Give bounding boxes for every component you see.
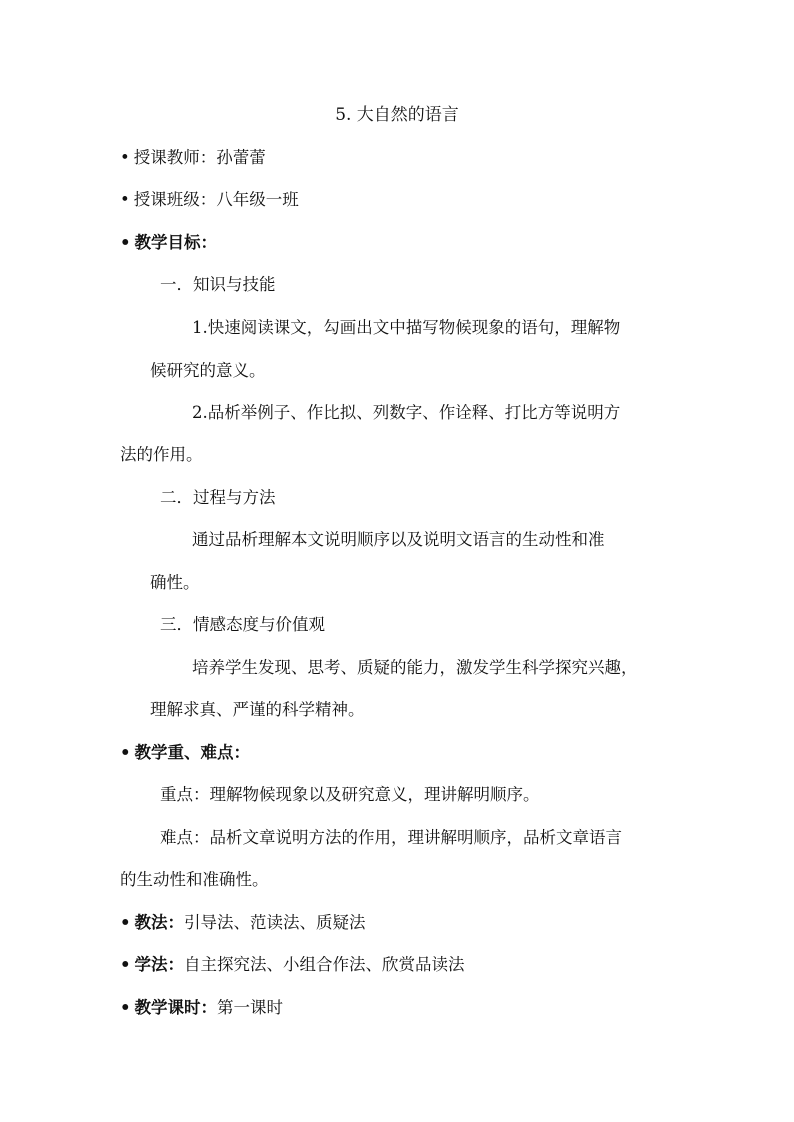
bullet: • <box>120 190 130 209</box>
page-title: 5. 大自然的语言 <box>335 105 459 125</box>
class-label: 授课班级： <box>133 190 217 209</box>
values-para-line2: 理解求真、严谨的科学精神。 <box>150 700 365 719</box>
class-line <box>120 190 299 210</box>
knowledge-para1-line2: 候研究的意义。 <box>150 361 266 380</box>
section-values-title: 三．情感态度与价值观 <box>160 615 325 634</box>
teaching-method-label: 教法： <box>134 913 185 932</box>
teaching-hours-value: 第一课时 <box>217 998 284 1017</box>
teacher-line <box>120 148 266 168</box>
process-para-line1: 通过品析理解本文说明顺序以及说明文语言的生动性和准 <box>192 530 605 549</box>
study-method-value: 自主探究法、小组合作法、欣赏品读法 <box>184 955 465 974</box>
values-para-line1: 培养学生发现、思考、质疑的能力，激发学生科学探究兴趣， <box>192 658 638 677</box>
objectives-heading-text: 教学目标： <box>134 233 218 252</box>
bullet: • <box>120 233 131 252</box>
teaching-hours-label: 教学课时： <box>134 998 218 1017</box>
class-value: 八年级一班 <box>216 190 299 209</box>
bullet: • <box>120 913 131 932</box>
study-method-line <box>120 955 465 975</box>
keypoints-heading-text: 教学重、难点： <box>134 743 251 762</box>
process-para-line2: 确性。 <box>150 573 200 592</box>
teacher-label: 授课教师： <box>133 148 217 167</box>
bullet: • <box>120 955 131 974</box>
knowledge-para2-line1: 2.品析举例子、作比拟、列数字、作诠释、打比方等说明方 <box>192 403 621 422</box>
teaching-hours-line <box>120 998 283 1018</box>
section-process-title: 二．过程与方法 <box>160 488 276 507</box>
bullet: • <box>120 148 130 167</box>
knowledge-para2-line2: 法的作用。 <box>120 445 203 464</box>
keypoints-heading <box>120 743 250 763</box>
bullet: • <box>120 743 131 762</box>
difficulty-line2: 的生动性和准确性。 <box>120 870 269 889</box>
teacher-value: 孙蕾蕾 <box>216 148 266 167</box>
key-point-line: 重点：理解物候现象以及研究意义，理讲解明顺序。 <box>160 785 540 804</box>
difficulty-line1: 难点：品析文章说明方法的作用，理讲解明顺序，品析文章语言 <box>160 828 622 847</box>
section-knowledge-title: 一．知识与技能 <box>160 275 276 294</box>
knowledge-para1-line1: 1.快速阅读课文，勾画出文中描写物候现象的语句，理解物 <box>192 318 621 337</box>
teaching-method-line <box>120 913 366 933</box>
objectives-heading <box>120 233 217 253</box>
bullet: • <box>120 998 131 1017</box>
study-method-label: 学法： <box>134 955 185 974</box>
teaching-method-value: 引导法、范读法、质疑法 <box>184 913 366 932</box>
